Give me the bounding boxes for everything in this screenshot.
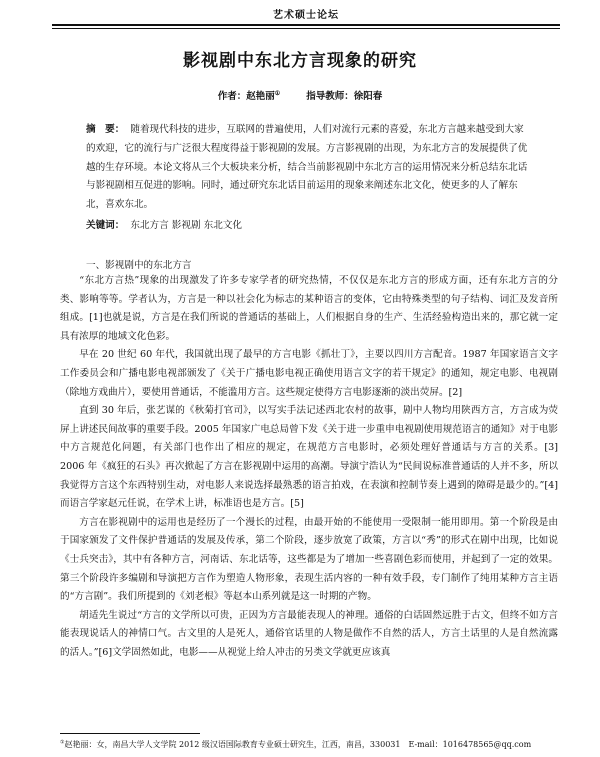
keywords-label: 关键词：: [86, 220, 125, 231]
body-paragraph: 方言在影视剧中的运用也是经历了一个漫长的过程，由最开始的不能使用一受限制一能用即用。第一个阶段是由于国家颁发了文件保护普通话的发展及传承，第二个阶段，逐步放宽了政策，方言以“秀”的形式在剧中出现，比如说《士兵突击》，其中有各种方言，河南话、东北话等，这些都是为了增加一些喜剧色彩而使用，并起到了一定的效果。第三个阶段许多编剧和导演把方言作为塑造人物形象，表现生活内容的一种有效手段，专门制作了纯用某种方言主语的“方言剧”。我们所提到的《刘老根》等赵本山系列就是这一时期的产物。: [60, 516, 558, 603]
advisor-label: 指导教师：: [306, 91, 354, 102]
author-name: 赵艳丽: [246, 91, 275, 102]
author-footnote-mark: ①: [274, 89, 281, 97]
keywords-text: 东北方言 影视剧 东北文化: [130, 220, 243, 231]
footnote: [60, 739, 580, 750]
abstract: [86, 121, 528, 215]
advisor-name: 徐阳春: [353, 91, 383, 102]
footnote-text: 赵艳丽：女，南昌大学人文学院 2012 级汉语国际教育专业硕士研究生，江西，南昌，330031 E-mail：1016478565@qq.com: [64, 740, 532, 749]
journal-header: 艺术硕士论坛: [273, 10, 339, 21]
author-label: 作者：: [217, 91, 247, 102]
body-paragraph: 胡适先生说过“方言的文学所以可贵，正因为方言最能表现人的神理。通俗的白话固然远胜于古文，但终不如方言能表现说话人的神情口气。古文里的人是死人，通俗官话里的人物是做作不自然的活人，方言土话里的人是自然流露的活人。”[6]文学固然如此，电影——从视觉上给人冲击的另类文学就更应该真: [60, 609, 558, 658]
section-heading: 一、影视剧中的东北方言: [86, 260, 192, 271]
abstract-text: 随着现代科技的进步，互联网的普遍使用，人们对流行元素的喜爱，东北方言越来越受到大家的欢迎，它的流行与广泛很大程度得益于影视剧的发展。方言影视剧的出现，为东北方言的发展提供了优越的生存环境。本论文将从三个大板块来分析，结合当前影视剧中东北方言的运用情况来分析总结东北话与影视剧相互促进的影响。同时，通过研究东北话目前运用的现象来阐述东北文化，使更多的人了解东北，喜欢东北。: [86, 124, 528, 211]
body-paragraph: 直到 30 年后，张艺谋的《秋菊打官司》，以写实手法记述西北农村的故事，剧中人物均用陕西方言，方言成为荧屏上讲述民间故事的重要手段。2005 年国家广电总局曾下发《关于进一步重申电视剧使用规范语言的通知》对于电影中方言规范化问题，有关部门也作出了相应的规定，在规范方言电影时，必须处理好普通话与方言的关系。[3] 2006 年《疯狂的石头》再次掀起了方言在影视剧中运用的高潮。导演宁浩认为“民间说标准普通话的人并不多，所以我觉得方言这个东西特别生动，对电影人来说选择最熟悉的语言拍戏，在表演和控制节奏上遇到的障碍是最少的。”[4]而语言学家赵元任说，在学术上讲，标准语也是方言。[5]: [60, 405, 568, 510]
keywords: [86, 217, 528, 231]
header-rule-thin: [52, 28, 560, 29]
footnote-rule: [60, 733, 200, 734]
body-paragraph: “东北方言热”现象的出现激发了许多专家学者的研究热情，不仅仅是东北方言的形成方面，还有东北方言的分类、影响等等。学者认为，方言是一种以社会化为标志的某种语言的变体，它由特殊类型的句子结构、词汇及发音所组成。[1]也就是说，方言是在我们所说的普通话的基础上，人们根据自身的生产、生活经验构造出来的，那它就一定具有浓厚的地域文化色彩。: [60, 275, 558, 342]
header-rule-thick: [52, 24, 560, 26]
body-paragraph: 早在 20 世纪 60 年代，我国就出现了最早的方言电影《抓壮丁》，主要以四川方言配音。1987 年国家语言文字工作委员会和广播电影电视部颁发了《关于广播电影电视正确使用语言文字的若干规定》的通知，规定电影、电视剧（除地方戏曲片），要使用普通话，不能滥用方言。这些规定使得方言电影逐渐的淡出荧屏。[2]: [60, 349, 558, 398]
author-line: [0, 88, 600, 102]
article-title: 影视剧中东北方言现象的研究: [183, 51, 417, 71]
body-text: [60, 272, 568, 662]
abstract-label: 摘 要：: [86, 124, 125, 135]
footnote-mark: ①: [60, 739, 65, 746]
